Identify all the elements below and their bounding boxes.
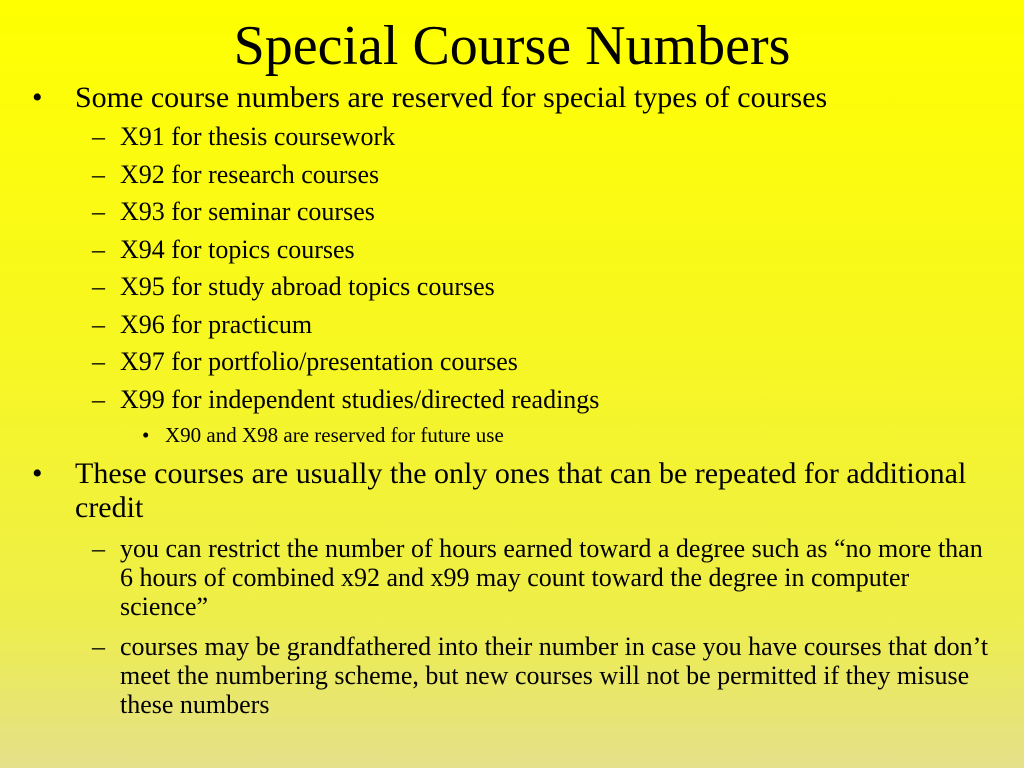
sub-bullet-text: X96 for practicum <box>120 310 313 339</box>
dash-icon: – <box>92 235 105 264</box>
bullet-item <box>32 457 992 525</box>
slide-title: Special Course Numbers <box>233 15 791 77</box>
bullet-icon: • <box>142 423 150 447</box>
dash-icon: – <box>92 347 105 376</box>
dash-icon: – <box>92 272 105 301</box>
sub-bullet-item <box>92 632 992 719</box>
sub-bullet-text: X91 for thesis coursework <box>120 122 396 151</box>
sub-bullet-item <box>92 347 992 376</box>
bullet-text: These courses are usually the only ones that can be repeated for additional credit <box>75 457 967 524</box>
dash-icon: – <box>92 122 105 151</box>
sub-bullet-item <box>92 385 992 414</box>
sub-bullet-item <box>92 272 992 301</box>
sub-bullet-item <box>92 534 992 621</box>
sub-bullet-text: X95 for study abroad topics courses <box>120 272 495 301</box>
dash-icon: – <box>92 534 105 563</box>
sub-bullet-text: courses may be grandfathered into their number in case you have courses that don’t meet the numbering scheme, but new courses will not be permitted if they misuse these numbers <box>120 632 989 719</box>
bullet-icon: • <box>32 457 43 490</box>
sub-bullet-text: X92 for research courses <box>120 160 380 189</box>
sub-bullet-item <box>92 197 992 226</box>
dash-icon: – <box>92 632 105 661</box>
sub-bullet-text: you can restrict the number of hours earned toward a degree such as “no more than 6 hours of combined x92 and x99 may count toward the degree in computer science” <box>120 534 983 621</box>
bullet-item <box>32 83 992 113</box>
sub-sub-bullet-item <box>142 423 982 447</box>
sub-sub-bullet-text: X90 and X98 are reserved for future use <box>165 423 504 447</box>
sub-bullet-text: X94 for topics courses <box>120 235 355 264</box>
sub-bullet-item <box>92 122 992 151</box>
dash-icon: – <box>92 197 105 226</box>
bullet-text: Some course numbers are reserved for special types of courses <box>75 81 828 114</box>
dash-icon: – <box>92 310 105 339</box>
sub-bullet-item <box>92 160 992 189</box>
sub-bullet-text: X93 for seminar courses <box>120 197 375 226</box>
sub-bullet-item <box>92 235 992 264</box>
sub-bullet-text: X99 for independent studies/directed readings <box>120 385 600 414</box>
dash-icon: – <box>92 385 105 414</box>
sub-bullet-text: X97 for portfolio/presentation courses <box>120 347 518 376</box>
bullet-icon: • <box>32 81 43 114</box>
dash-icon: – <box>92 160 105 189</box>
sub-bullet-item <box>92 310 992 339</box>
